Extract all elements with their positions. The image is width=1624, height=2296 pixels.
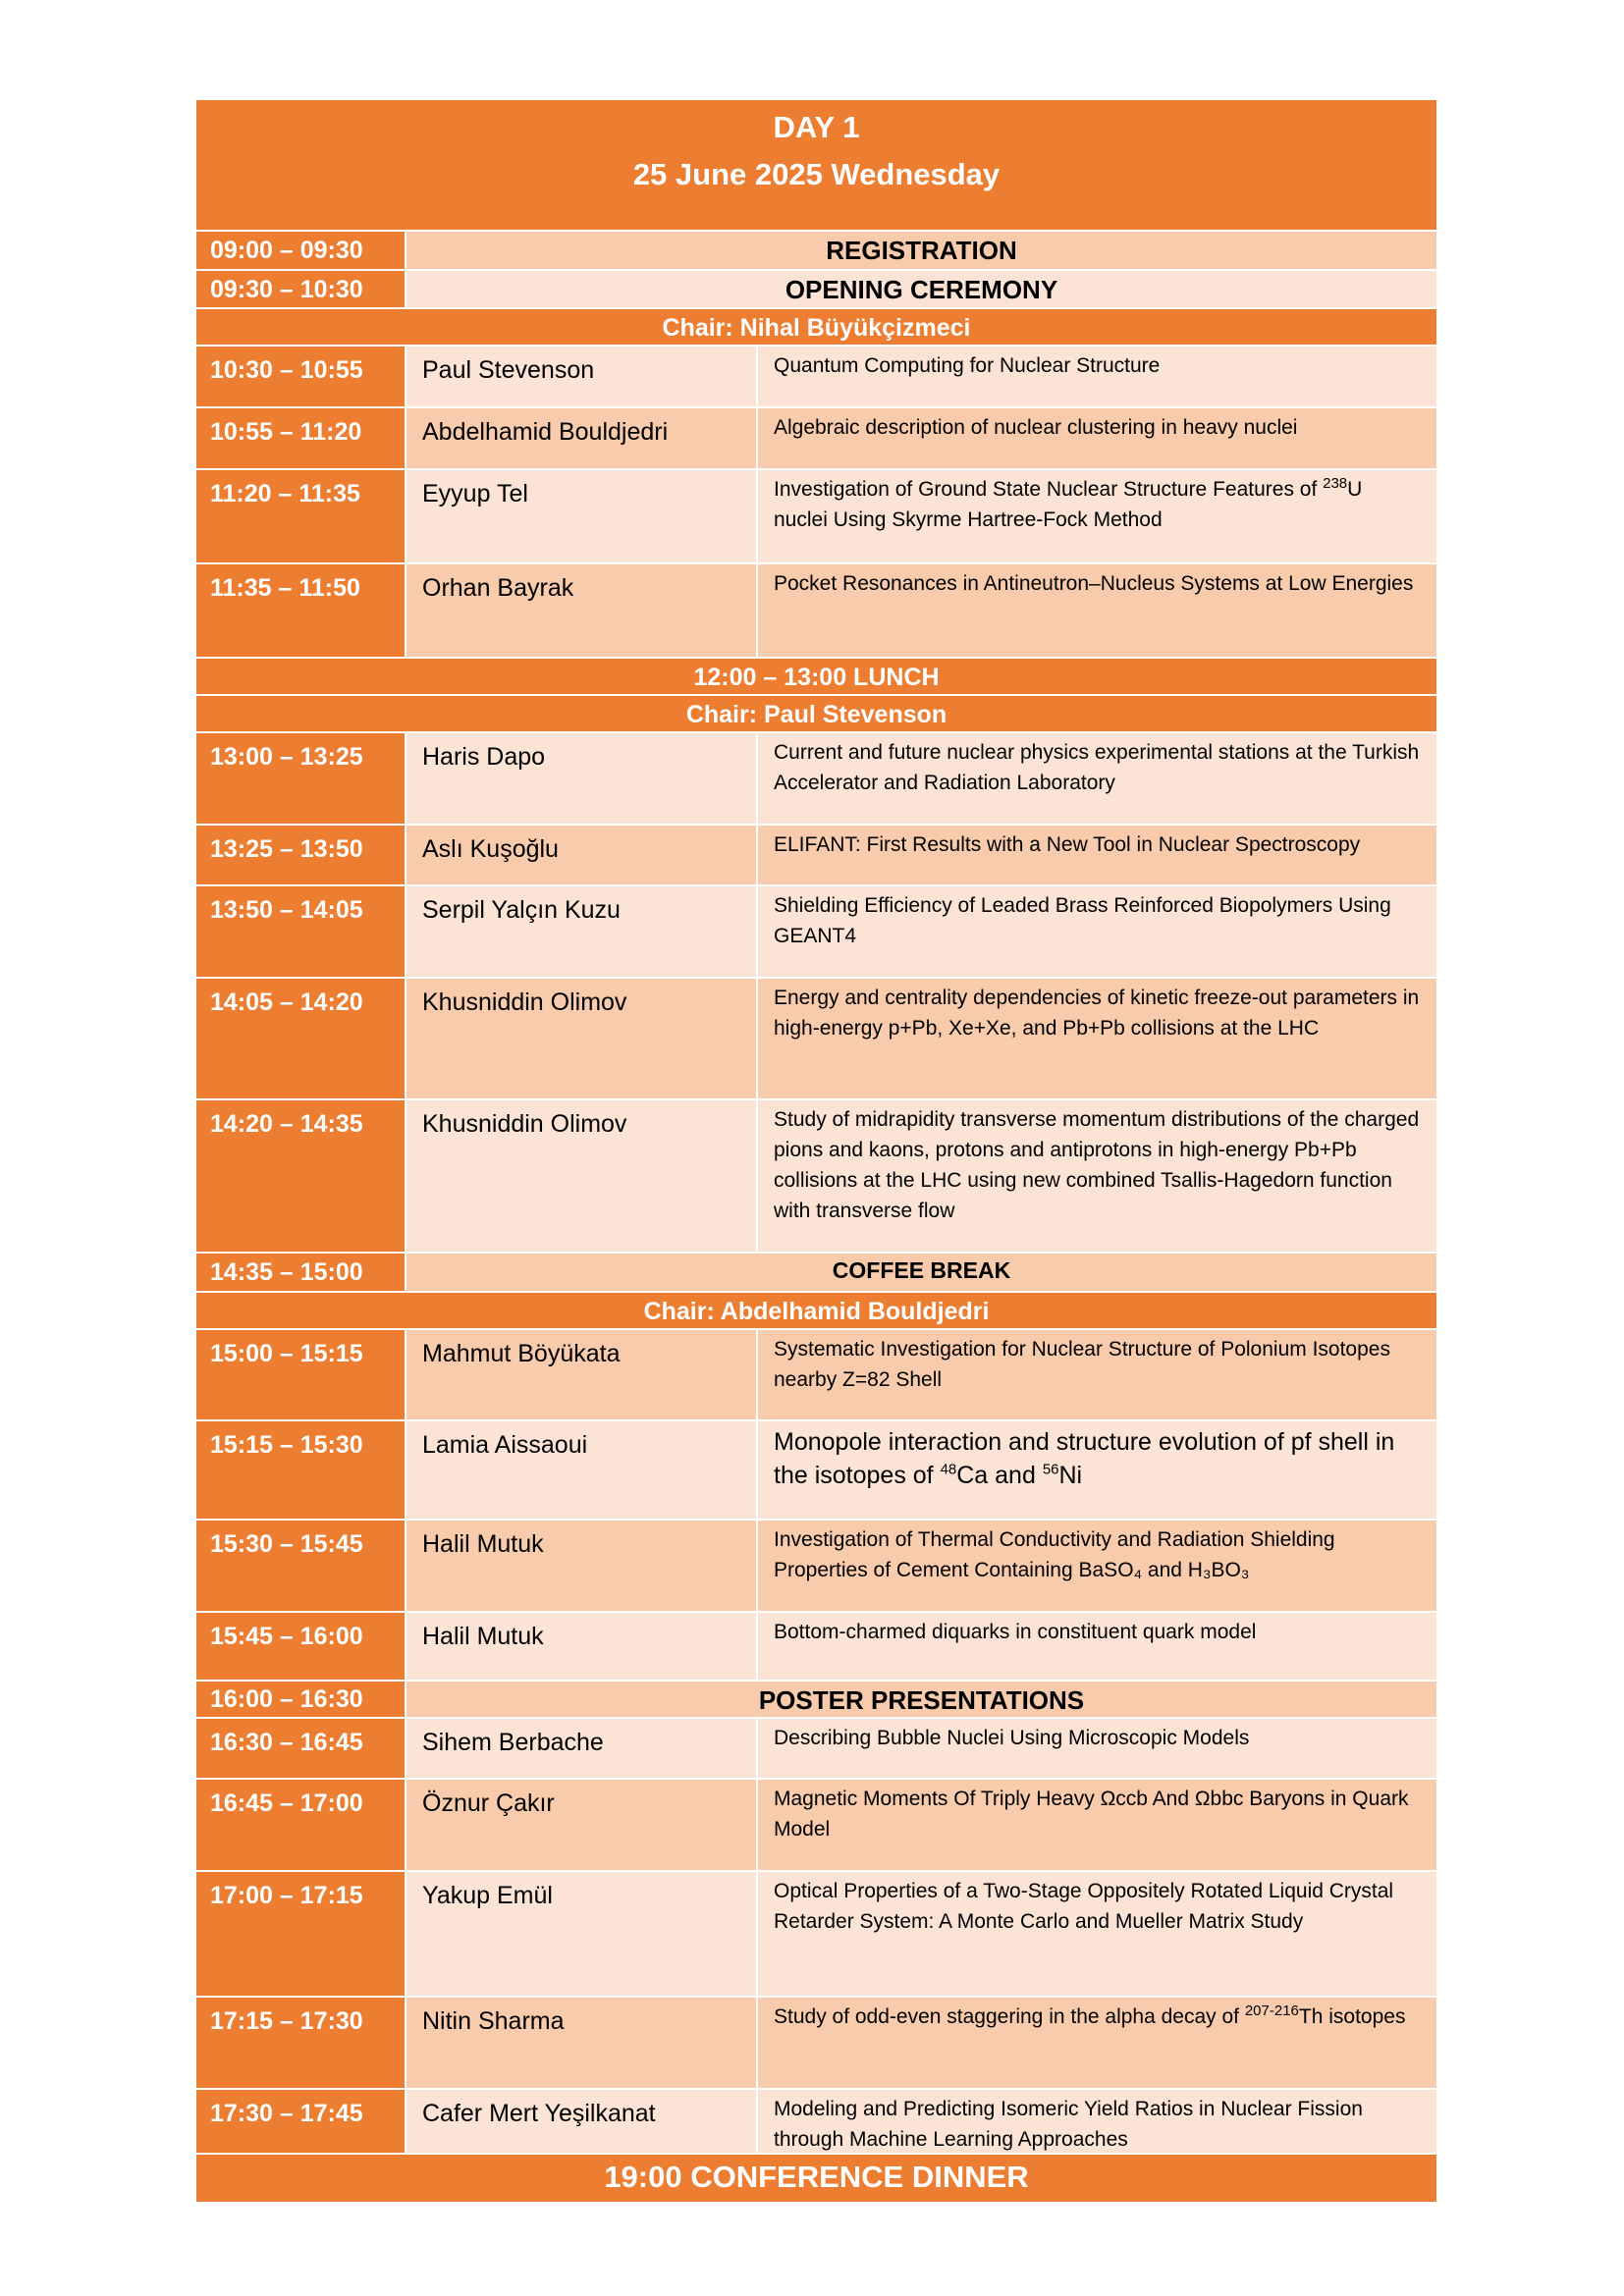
time-cell: 17:00 – 17:15 [196, 1872, 406, 1996]
poster-presentations-row [196, 1682, 1436, 1719]
chair-bar: Chair: Paul Stevenson [196, 696, 1436, 733]
talk-title: Energy and centrality dependencies of kinetic freeze-out parameters in high-energy p+Pb, Xe+Xe, and Pb+Pb collisions at the LHC [758, 979, 1436, 1098]
speaker-name: Sihem Berbache [406, 1719, 758, 1778]
speaker-name: Haris Dapo [406, 733, 758, 824]
speaker-name: Orhan Bayrak [406, 564, 758, 657]
talk-title: ELIFANT: First Results with a New Tool in Nuclear Spectroscopy [758, 826, 1436, 884]
speaker-name: Khusniddin Olimov [406, 1100, 758, 1252]
talk-row [196, 1521, 1436, 1613]
speaker-name: Öznur Çakır [406, 1780, 758, 1870]
time-cell: 14:20 – 14:35 [196, 1100, 406, 1252]
talk-row [196, 1421, 1436, 1521]
speaker-name: Halil Mutuk [406, 1613, 758, 1680]
lunch-bar: 12:00 – 13:00 LUNCH [196, 659, 1436, 696]
chair-bar: Chair: Abdelhamid Bouldjedri [196, 1293, 1436, 1330]
speaker-name: Paul Stevenson [406, 347, 758, 406]
time-cell: 14:35 – 15:00 [196, 1254, 406, 1291]
time-cell: 09:00 – 09:30 [196, 232, 406, 269]
coffee-break-label: COFFEE BREAK [406, 1254, 1436, 1291]
chair-bar: Chair: Nihal Büyükçizmeci [196, 309, 1436, 347]
speaker-name: Halil Mutuk [406, 1521, 758, 1611]
talk-title: Current and future nuclear physics experimental stations at the Turkish Accelerator and Radiation Laboratory [758, 733, 1436, 824]
talk-title: Algebraic description of nuclear clustering in heavy nuclei [758, 408, 1436, 468]
time-cell: 14:05 – 14:20 [196, 979, 406, 1098]
time-cell: 16:30 – 16:45 [196, 1719, 406, 1778]
talk-title: Investigation of Thermal Conductivity and Radiation Shielding Properties of Cement Containing BaSO₄ and H₃BO₃ [758, 1521, 1436, 1611]
schedule-table [196, 100, 1436, 2202]
speaker-name: Eyyup Tel [406, 470, 758, 562]
talk-row [196, 347, 1436, 408]
talk-row [196, 979, 1436, 1100]
time-cell: 16:45 – 17:00 [196, 1780, 406, 1870]
opening-ceremony-row [196, 271, 1436, 309]
opening-ceremony-label: OPENING CEREMONY [406, 271, 1436, 307]
speaker-name: Nitin Sharma [406, 1998, 758, 2088]
talk-title: Study of odd-even staggering in the alpha decay of $^{207-216}$Th isotopes [758, 1998, 1436, 2088]
coffee-break-row [196, 1254, 1436, 1293]
talk-row [196, 2090, 1436, 2155]
time-cell: 17:30 – 17:45 [196, 2090, 406, 2153]
talk-row [196, 886, 1436, 979]
time-cell: 13:00 – 13:25 [196, 733, 406, 824]
speaker-name: Aslı Kuşoğlu [406, 826, 758, 884]
talk-title: Describing Bubble Nuclei Using Microscopic Models [758, 1719, 1436, 1778]
talk-title: Shielding Efficiency of Leaded Brass Reinforced Biopolymers Using GEANT4 [758, 886, 1436, 977]
talk-title: Monopole interaction and structure evolution of pf shell in the isotopes of $^{48}$Ca and $^{56}$Ni [758, 1421, 1436, 1519]
speaker-name: Mahmut Böyükata [406, 1330, 758, 1419]
time-cell: 13:25 – 13:50 [196, 826, 406, 884]
talk-row [196, 1872, 1436, 1998]
talk-title: Pocket Resonances in Antineutron–Nucleus Systems at Low Energies [758, 564, 1436, 657]
talk-title: Investigation of Ground State Nuclear Structure Features of $^{238}$U nuclei Using Skyrme Hartree-Fock Method [758, 470, 1436, 562]
talk-row [196, 1998, 1436, 2090]
time-cell: 15:00 – 15:15 [196, 1330, 406, 1419]
talk-title: Quantum Computing for Nuclear Structure [758, 347, 1436, 406]
talk-row [196, 1100, 1436, 1254]
time-cell: 11:35 – 11:50 [196, 564, 406, 657]
talk-title: Magnetic Moments Of Triply Heavy Ωccb And Ωbbc Baryons in Quark Model [758, 1780, 1436, 1870]
speaker-name: Abdelhamid Bouldjedri [406, 408, 758, 468]
time-cell: 17:15 – 17:30 [196, 1998, 406, 2088]
time-cell: 15:45 – 16:00 [196, 1613, 406, 1680]
speaker-name: Yakup Emül [406, 1872, 758, 1996]
speaker-name: Serpil Yalçın Kuzu [406, 886, 758, 977]
speaker-name: Cafer Mert Yeşilkanat [406, 2090, 758, 2153]
talk-row [196, 564, 1436, 659]
talk-row [196, 408, 1436, 470]
speaker-name: Khusniddin Olimov [406, 979, 758, 1098]
time-cell: 13:50 – 14:05 [196, 886, 406, 977]
talk-title: Systematic Investigation for Nuclear Structure of Polonium Isotopes nearby Z=82 Shell [758, 1330, 1436, 1419]
time-cell: 11:20 – 11:35 [196, 470, 406, 562]
time-cell: 16:00 – 16:30 [196, 1682, 406, 1717]
talk-row [196, 470, 1436, 564]
day-header [196, 100, 1436, 232]
talk-row [196, 1780, 1436, 1872]
talk-title: Study of midrapidity transverse momentum distributions of the charged pions and kaons, protons and antiprotons in high-energy Pb+Pb collisions at the LHC using new combined Tsallis-Hagedorn function with transverse flow [758, 1100, 1436, 1252]
registration-row [196, 232, 1436, 271]
speaker-name: Lamia Aissaoui [406, 1421, 758, 1519]
time-cell: 09:30 – 10:30 [196, 271, 406, 307]
talk-row [196, 733, 1436, 826]
talk-row [196, 826, 1436, 886]
time-cell: 10:30 – 10:55 [196, 347, 406, 406]
time-cell: 15:15 – 15:30 [196, 1421, 406, 1519]
day-label: DAY 1 [773, 110, 860, 144]
conference-dinner-bar: 19:00 CONFERENCE DINNER [196, 2155, 1436, 2202]
date-label: 25 June 2025 Wednesday [632, 157, 1001, 191]
talk-title: Optical Properties of a Two-Stage Oppositely Rotated Liquid Crystal Retarder System: A Monte Carlo and Mueller Matrix Study [758, 1872, 1436, 1996]
registration-label: REGISTRATION [406, 232, 1436, 269]
talk-title: Modeling and Predicting Isomeric Yield Ratios in Nuclear Fission through Machine Learning Approaches [758, 2090, 1436, 2153]
talk-row [196, 1330, 1436, 1421]
time-cell: 15:30 – 15:45 [196, 1521, 406, 1611]
talk-row [196, 1719, 1436, 1780]
talk-title: Bottom-charmed diquarks in constituent quark model [758, 1613, 1436, 1680]
poster-presentations-label: POSTER PRESENTATIONS [406, 1682, 1436, 1717]
talk-row [196, 1613, 1436, 1682]
time-cell: 10:55 – 11:20 [196, 408, 406, 468]
